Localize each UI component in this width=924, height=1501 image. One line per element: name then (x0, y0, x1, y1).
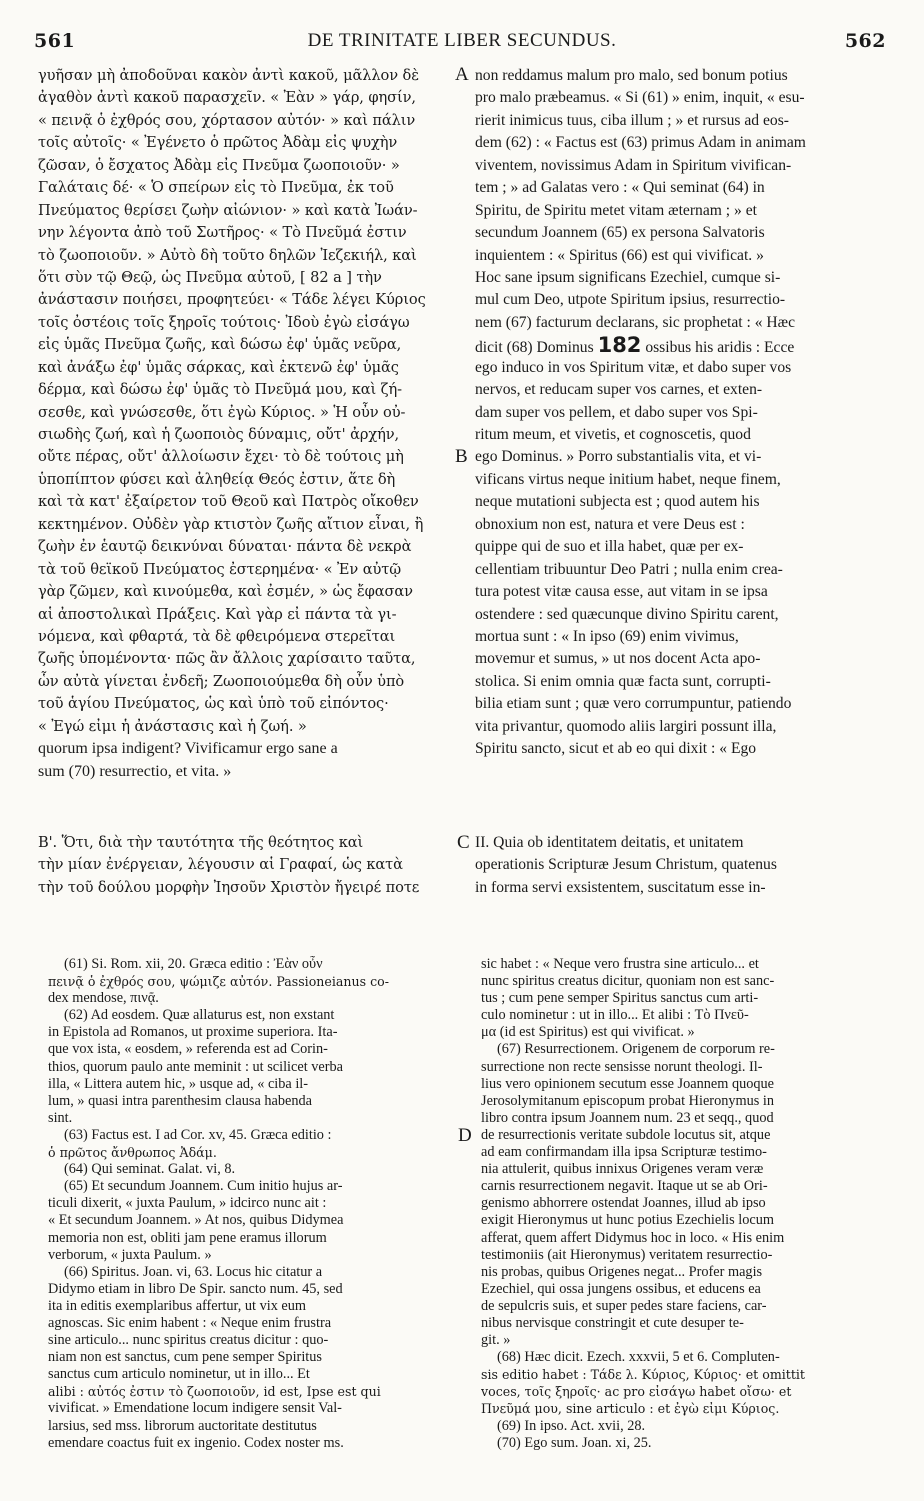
text-line: γυῆσαν μὴ ἀποδοῦναι κακὸν ἀντὶ κακοῦ, μᾶλλον δὲ (38, 67, 419, 84)
footnote-line: in Epistola ad Romanos, ut proxime superiora. Ita- (48, 1024, 338, 1041)
text-line: ζῶσαν, ὁ ἔσχατος Ἀδὰμ εἰς Πνεῦμα ζωοποιοῦν· » (38, 156, 400, 174)
footnote-line: (63) Factus est. I ad Cor. xv, 45. Græca editio : (64, 1126, 332, 1143)
footnote-line: verborum, « juxta Paulum. » (48, 1246, 212, 1263)
footnote-line: niam non est sanctus, cum pene semper Spiritus (48, 1349, 322, 1366)
footnote-line: thios, quorum paulo ante meminit : ut scilicet verba (48, 1058, 344, 1075)
footnote-line: que vox ista, « eosdem, » referenda est ad Corin- (48, 1041, 328, 1058)
text-line: in forma servi exsistentem, suscitatum esse in- (475, 878, 766, 896)
text-line: Γαλάταις δέ· « Ὁ σπείρων εἰς τὸ Πνεῦμα, ἐκ τοῦ (38, 179, 394, 197)
text-line: bilia etiam sunt ; quæ vero corrumpuntur, patiendo (475, 695, 792, 713)
text-line: « Ἐγώ εἰμι ἡ ἀνάστασις καὶ ἡ ζωή. » (38, 717, 307, 735)
text-line: τὴν τοῦ δούλου μορφὴν Ἰησοῦν Χριστὸν ἤγειρέ ποτε (38, 878, 420, 896)
text-line: Πνεύματος θερίσει ζωὴν αἰώνιον· » καὶ κατὰ Ἰωάν- (38, 201, 418, 219)
margin-letter-c: C (457, 832, 470, 853)
footnote-line: lum, » quasi intra parenthesim clausa habenda (48, 1092, 313, 1109)
footnote-line: (70) Ego sum. Joan. xi, 25. (497, 1434, 652, 1451)
text-line: ostendere : sed quæcunque divino Spiritu carent, (475, 605, 779, 623)
footnote-line: memoria non est, obliti jam pene eramus illorum (48, 1229, 327, 1246)
footnote-line: agnoscas. Sic enim habent : « Neque enim frustra (48, 1314, 332, 1331)
footnote-line: de resurrectionis veritate subdole locutus sit, atque (481, 1126, 771, 1143)
footnote-line: ita in editis exemplaribus affertur, ut vix eum (48, 1297, 307, 1314)
footnote-line: genismo abhorrere ostendat Joannes, illud ab ipso (481, 1195, 766, 1212)
text-line: obnoxium non est, natura et vere Deus est : (475, 515, 745, 533)
footnote-line: ὁ πρῶτος ἄνθρωπος Ἀδάμ. (48, 1145, 217, 1161)
text-line: γὰρ ζῶμεν, καὶ κινούμεθα, καὶ ἐσμέν, » ὡς ἔφασαν (38, 583, 413, 601)
text-line: tem ; » ad Galatas vero : « Qui seminat (64) in (475, 179, 765, 197)
text-line: ζωῆς ὑπομένοντα· πῶς ἂν ἄλλοις χαρίσαιτο ταῦτα, (38, 650, 416, 668)
text-fragment: dicit (68) Dominus (475, 339, 598, 357)
footnote-line: exigit Hieronymus ut hunc potius Ezechielis locum (481, 1212, 775, 1229)
page-number-left: 561 (34, 30, 76, 52)
footnote-line: ad eam confirmandam illa ipsa Scripturæ testimo- (481, 1144, 767, 1161)
text-line: ego Dominus. » Porro substantialis vita, et vi- (475, 448, 762, 466)
text-line: ὑποπίπτον φύσει καὶ ἀληθείᾳ Θεός ἐστιν, ἅτε δὴ (38, 470, 396, 488)
footnote-line: tus ; cum pene semper Spiritus sanctus cum arti- (481, 990, 759, 1007)
text-line: κεκτημένον. Οὐδὲν γὰρ κτιστὸν ζωῆς αἴτιον εἶναι, ἢ (38, 515, 424, 533)
text-line: Spiritu, de Spiritu metet vitam æternam ; » et (475, 201, 757, 219)
footnote-line: (68) Hæc dicit. Ezech. xxxvii, 5 et 6. Compluten- (497, 1349, 780, 1366)
footnote-line: nia attulerit, quibus innixus Origenes veram veræ (481, 1161, 764, 1178)
running-title: DE TRINITATE LIBER SECUNDUS. (307, 30, 617, 51)
text-line: ὅτι σὺν τῷ Θεῷ, ὡς Πνεῦμα αὐτοῦ, [ 82 a ] τὴν (38, 268, 382, 286)
text-line: καὶ ἀνάξω ἐφ' ὑμᾶς σάρκας, καὶ ἐκτενῶ ἐφ' ὑμᾶς (38, 358, 399, 376)
footnote-line: sanctus cum articulo nominetur, ut in illo... Et (48, 1366, 310, 1383)
footnote-line: (62) Ad eosdem. Quæ allaturus est, non exstant (64, 1007, 335, 1024)
footnote-line: emendare coactus fuit ex ingenio. Codex noster ms. (48, 1434, 344, 1451)
footnote-line: afferat, quem affert Didymus hoc in loco. « His enim (481, 1229, 785, 1246)
footnote-line: dex mendose, πινᾷ. (48, 990, 159, 1007)
footnotes-left (48, 956, 456, 1452)
latin-section-heading (475, 832, 889, 899)
latin-column (475, 65, 889, 761)
text-line: quippe qui de suo et illa habet, quæ per ex- (475, 538, 744, 556)
text-line: dem (62) : « Factus est (63) primus Adam in animam (475, 134, 806, 152)
text-line: mul cum Deo, utpote Spiritum ipsius, resurrectio- (475, 291, 786, 309)
footnote-line: μα (id est Spiritus) est qui vivificat. » (481, 1024, 695, 1041)
text-line: nervos, et reducam super vos carnes, et exten- (475, 381, 763, 399)
text-line: non reddamus malum pro malo, sed bonum potius (475, 67, 788, 84)
footnote-line: git. » (481, 1332, 511, 1349)
footnote-line: (69) In ipso. Act. xvii, 28. (497, 1417, 646, 1434)
footnote-line: ticuli dixerit, « juxta Paulum, » idcirco nunc ait : (48, 1195, 327, 1212)
text-line: ζωὴν ἐν ἑαυτῷ δεικνύναι δύναται· πάντα δὲ νεκρὰ (38, 538, 412, 556)
text-line: quorum ipsa indigent? Vivificamur ergo sane a (38, 740, 338, 758)
text-line: pro malo præbeamus. « Si (61) » enim, inquit, « esu- (475, 89, 805, 107)
text-line: τὰ τοῦ θεϊκοῦ Πνεύματος ἐστερημένα· « Ἐν αὐτῷ (38, 560, 401, 578)
text-line: ὧν αὐτὰ γίνεται ἐνδεῆ; Ζωοποιούμεθα δὴ οὖν ὑπὸ (38, 672, 405, 690)
footnote-line: sic habet : « Neque vero frustra sine articulo... et (481, 956, 759, 972)
footnote-line: nibus nervisque constringit et cute desuper te- (481, 1314, 744, 1331)
footnote-line: vivificat. » Emendatione locum indigere sensit Val- (48, 1400, 342, 1417)
greek-column (38, 65, 454, 783)
footnote-line: « Et secundum Joannem. » At nos, quibus Didymea (48, 1212, 344, 1229)
footnote-line: Didymo etiam in libro De Spir. sancto num. 45, sed (48, 1280, 343, 1297)
text-line: cellentiam tribuuntur Deo Patri ; nulla enim crea- (475, 560, 783, 578)
footnote-line: lius vero opinionem secutum esse Joannem quoque (481, 1075, 775, 1092)
footnote-line: testimoniis (ait Hieronymus) veritatem resurrectio- (481, 1246, 773, 1263)
footnote-line: πεινᾷ ὁ ἐχθρός σου, ψώμιζε αὐτόν. Passioneianus co- (48, 974, 389, 990)
footnote-line: (61) Si. Rom. xii, 20. Græca editio : Ἐὰν οὖν (64, 956, 323, 972)
text-line: σεσθε, καὶ γνώσεσθε, ὅτι ἐγὼ Κύριος. » Ἡ οὖν οὐ- (38, 403, 406, 421)
footnote-line: de sepulcris suis, et super pedes stare faciens, car- (481, 1297, 767, 1314)
text-line: αἱ ἀποστολικαὶ Πράξεις. Καὶ γὰρ εἰ πάντα τὰ γι- (38, 605, 397, 623)
text-line: τοῦ ἁγίου Πνεύματος, ὡς καὶ ὑπὸ τοῦ εἰπόντος· (38, 695, 389, 713)
footnote-line: nis probas, quibus Origenes negat... Profer magis (481, 1263, 763, 1280)
footnote-line: Πνεῦμά μου, sine articulo : et ἐγὼ εἰμι Κύριος. (481, 1401, 780, 1417)
footnote-line: Ezechiel, qui ossa jungens ossibus, et educens ea (481, 1280, 761, 1297)
margin-letter-a: A (455, 64, 469, 85)
text-line: dam super vos pellem, et dabo super vos Spi- (475, 403, 758, 421)
text-line: τὴν μίαν ἐνέργειαν, λέγουσιν αἱ Γραφαί, ὡς κατὰ (38, 856, 403, 874)
text-line: « πεινᾷ ὁ ἐχθρός σου, χόρτασον αὐτόν· » καὶ πάλιν (38, 111, 416, 129)
text-line: Spiritu sancto, sicut et ab eo qui dixit : « Ego (475, 740, 757, 758)
text-line: εἰς ὑμᾶς Πνεῦμα ζωῆς, καὶ δώσω ἐφ' ὑμᾶς νεῦρα, (38, 336, 402, 354)
page-marker: 182 (597, 334, 642, 357)
footnote-line: larsius, sed mss. librorum auctoritate destitutus (48, 1417, 317, 1434)
footnote-line: (64) Qui seminat. Galat. vi, 8. (64, 1161, 236, 1178)
text-line: τοῖς ὀστέοις τοῖς ξηροῖς τούτοις· Ἰδοὺ ἐγὼ εἰσάγω (38, 313, 410, 331)
footnote-line: (65) Et secundum Joannem. Cum initio hujus ar- (64, 1178, 343, 1195)
footnotes-right (481, 956, 893, 1452)
text-line: τοῖς αὐτοῖς· « Ἐγένετο ὁ πρῶτος Ἀδὰμ εἰς ψυχὴν (38, 134, 398, 152)
text-fragment: ossibus his aridis : Ecce (641, 339, 795, 357)
text-line: secundum Joannem (65) ex persona Salvatoris (475, 224, 765, 242)
margin-letter-b: B (455, 446, 468, 467)
text-line: inquientem : « Spiritus (66) est qui vivificat. » (475, 246, 764, 264)
page-number-right: 562 (844, 30, 886, 52)
text-line: vificans virtus neque initium habet, neque finem, (475, 470, 781, 488)
text-line: Hoc sane ipsum significans Ezechiel, cumque si- (475, 268, 781, 286)
text-line: mortua sunt : « In ipso (69) enim vivimus, (475, 627, 739, 645)
footnote-line: (66) Spiritus. Joan. vi, 63. Locus hic citatur a (64, 1263, 323, 1280)
text-line: καὶ τὰ κατ' ἐξαίρετον τοῦ Θεοῦ καὶ Πατρὸς οἴκοθεν (38, 493, 419, 511)
footnote-line: libro contra ipsum Joannem num. 23 et seqq., quod (481, 1109, 774, 1126)
text-line: ego induco in vos Spiritum vitæ, et dabo super vos (475, 358, 792, 376)
text-line: vita privantur, quomodo aliis largiri possunt illa, (475, 717, 777, 735)
text-line: νόμενα, καὶ φθαρτά, τὰ δὲ φθειρόμενα στερεῖται (38, 627, 396, 645)
text-line: rierit inimicus tuus, ciba illum ; » et rursus ad eos- (475, 111, 789, 129)
text-line: Β'. Ὅτι, διὰ τὴν ταυτότητα τῆς θεότητος καὶ (38, 834, 364, 851)
text-line: movemur et sumus, » ut nos docent Acta apo- (475, 650, 761, 668)
text-line: viventem, novissimus Adam in Spiritum vivifican- (475, 156, 792, 174)
text-line: ἀγαθὸν ἀντὶ κακοῦ παρασχεῖν. « Ἐὰν » γάρ, φησίν, (38, 89, 416, 107)
text-line: τὸ ζωοποιοῦν. » Αὐτὸ δὴ τοῦτο δηλῶν Ἰεζεκιήλ, καὶ (38, 246, 417, 264)
text-line: tura potest vitæ causa esse, aut vitam in se ipsa (475, 583, 768, 601)
text-line: δέρμα, καὶ δώσω ἐφ' ὑμᾶς τὸ Πνεῦμά μου, καὶ ζή- (38, 381, 402, 399)
greek-section-heading (38, 832, 454, 899)
footnote-line: sis editio habet : Τάδε λ. Κύριος, Κύριος· et omittit (481, 1367, 805, 1383)
text-line: οὔτε πέρας, οὔτ' ἀλλοίωσιν ἔχει· τὸ δὲ τούτοις μὴ (38, 448, 404, 466)
footnote-line: surrectione non recte sensisse norunt theologi. Il- (481, 1058, 763, 1075)
text-line: neque mutationi subjecta est ; quod autem his (475, 493, 760, 511)
footnote-line: nunc spiritus creatus dicitur, quoniam non est sanc- (481, 973, 775, 990)
text-line: II. Quia ob identitatem deitatis, et unitatem (475, 834, 744, 851)
text-line: stolica. Si enim omnia quæ facta sunt, corrupti- (475, 672, 771, 690)
footnote-line: sine articulo... nunc spiritus creatus dicitur : quo- (48, 1332, 329, 1349)
text-line: sum (70) resurrectio, et vita. » (38, 762, 232, 780)
footnote-line: alibi : αὐτός ἐστιν τὸ ζωοποιοῦν, id est, Ipse est qui (48, 1384, 381, 1400)
footnote-line: carnis resurrectionem negavit. Itaque ut se ab Ori- (481, 1178, 768, 1195)
footnote-line: voces, τοῖς ξηροῖς· ac pro εἰσάγω habet οἴσω· et (481, 1384, 792, 1400)
footnote-line: sint. (48, 1109, 73, 1126)
footnote-line: illa, « Littera autem hic, » usque ad, « ciba il- (48, 1075, 309, 1092)
text-line: operationis Scripturæ Jesum Christum, quatenus (475, 856, 777, 874)
text-line: nem (67) facturum declarans, sic prophetat : « Hæc (475, 313, 795, 331)
text-line (475, 334, 889, 356)
text-line: νην λέγοντα ἀπὸ τοῦ Σωτῆρος· « Τὸ Πνεῦμά ἐστιν (38, 224, 407, 242)
footnote-line: (67) Resurrectionem. Origenem de corporum re- (497, 1041, 775, 1058)
text-line: ritum meum, et vivetis, et cognoscetis, quod (475, 426, 751, 443)
footnote-line: Jerosolymitanum episcopum probat Hieronymus in (481, 1092, 775, 1109)
margin-letter-d: D (458, 1125, 472, 1146)
text-line: σιωδὴς ζωή, καὶ ἡ ζωοποιὸς δύναμις, οὔτ' ἀρχήν, (38, 426, 400, 443)
footnote-line: culo nominetur : ut in illo... Et alibi : Τὸ Πνεῦ- (481, 1007, 749, 1024)
text-line: ἀνάστασιν ποιήσει, προφητεύει· « Τάδε λέγει Κύριος (38, 291, 426, 309)
page-header (0, 30, 924, 58)
